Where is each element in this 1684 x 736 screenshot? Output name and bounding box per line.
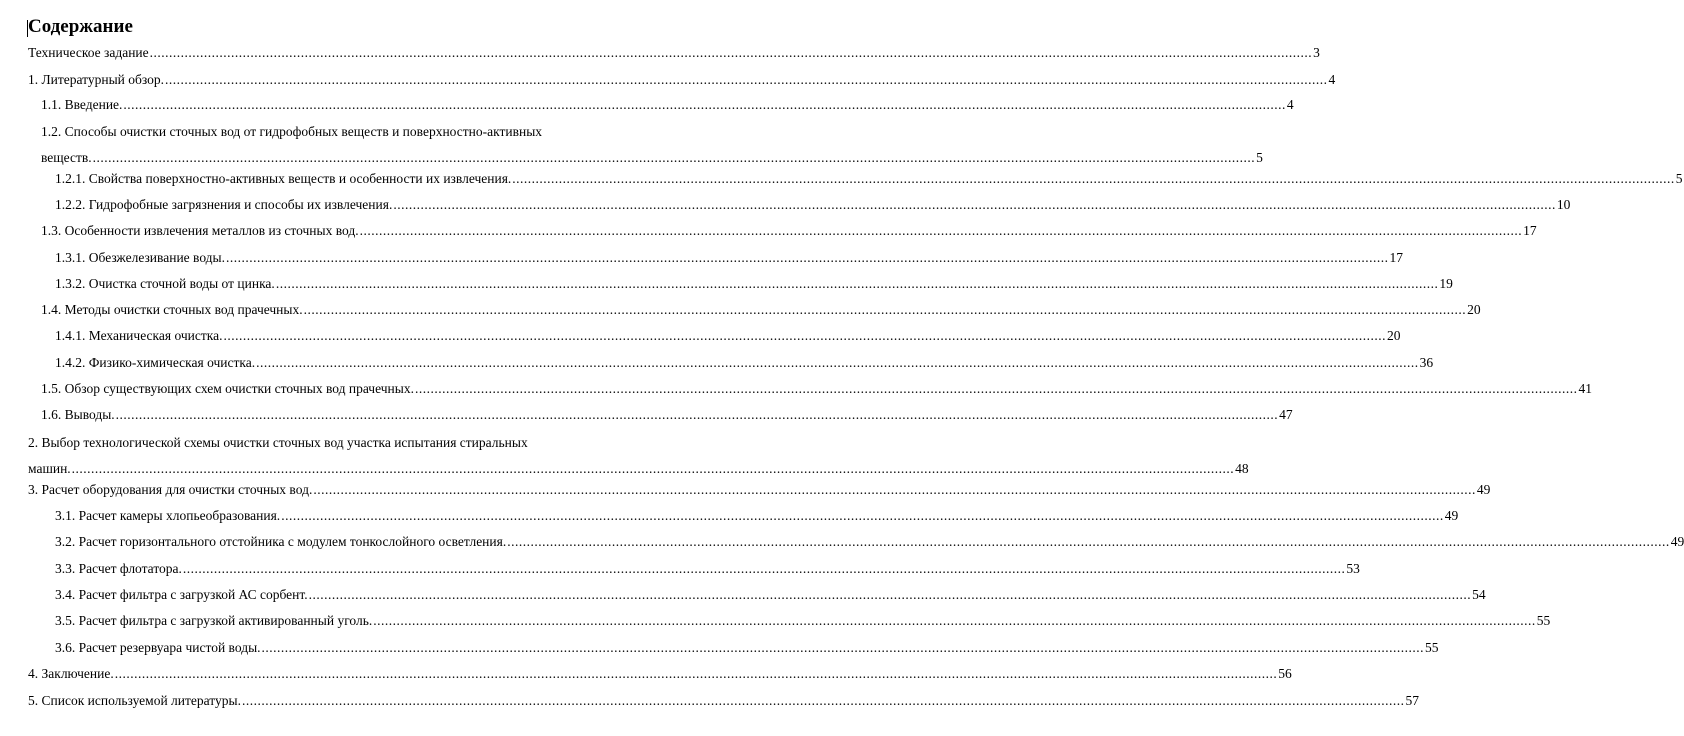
dot-leader: ............................................................................................................................................................................................................................................................................................................ (182, 561, 1346, 576)
dot-leader: ............................................................................................................................................................................................................................................................................................................ (114, 666, 1278, 681)
toc-page-number: 56 (1278, 666, 1292, 681)
toc-entry[interactable] (41, 380, 1592, 398)
dot-leader: ............................................................................................................................................................................................................................................................................................................ (281, 508, 1444, 523)
toc-entry[interactable] (55, 249, 1403, 267)
toc-page-number: 20 (1467, 302, 1481, 317)
toc-entry-label: 1.2.1. Свойства поверхностно-активных веществ и особенности их извлечения. (55, 171, 512, 186)
dot-leader: ............................................................................................................................................................................................................................................................................................................ (414, 381, 1578, 396)
toc-page-number: 53 (1346, 561, 1360, 576)
toc-entry-label: 5. Список используемой литературы. (28, 693, 241, 708)
toc-entry-label-continuation: веществ. (41, 150, 92, 165)
toc-entry[interactable] (28, 665, 1292, 683)
dot-leader: ............................................................................................................................................................................................................................................................................................................ (275, 276, 1439, 291)
toc-page-number: 55 (1425, 640, 1439, 655)
toc-page-number: 41 (1578, 381, 1592, 396)
toc-entry-label: 1.1. Введение. (41, 97, 123, 112)
dot-leader: ............................................................................................................................................................................................................................................................................................................ (261, 640, 1425, 655)
dot-leader: ............................................................................................................................................................................................................................................................................................................ (359, 223, 1523, 238)
toc-entry-line (55, 249, 1403, 267)
toc-page-number: 17 (1523, 223, 1537, 238)
toc-entry-line (55, 639, 1439, 657)
dot-leader: ............................................................................................................................................................................................................................................................................................................ (223, 328, 1386, 343)
toc-entry-line (41, 301, 1481, 319)
toc-entry-line (55, 354, 1434, 372)
toc-page-number: 48 (1235, 461, 1249, 476)
toc-entry-line (28, 692, 1419, 710)
toc-entry-label: 1.4.1. Механическая очистка. (55, 328, 223, 343)
toc-entry-label: 1. Литературный обзор. (28, 72, 165, 87)
dot-leader: ............................................................................................................................................................................................................................................................................................................ (373, 613, 1536, 628)
dot-leader: ............................................................................................................................................................................................................................................................................................................ (226, 250, 1389, 265)
toc-entry-label: 1.2.2. Гидрофобные загрязнения и способы их извлечения. (55, 197, 393, 212)
toc-page-number: 20 (1386, 328, 1401, 343)
toc-entry-line (55, 612, 1551, 630)
dot-leader: ............................................................................................................................................................................................................................................................................................................ (71, 461, 1235, 476)
toc-page-number: 4 (1286, 97, 1294, 112)
toc-entry[interactable] (55, 560, 1360, 578)
toc-page-number: 17 (1389, 250, 1403, 265)
toc-entry-label: 1.4.2. Физико-химическая очистка. (55, 355, 256, 370)
toc-entry[interactable] (41, 123, 1263, 167)
toc-entry-line (55, 196, 1571, 214)
toc-page-number: 47 (1279, 407, 1293, 422)
toc-page-number: 49 (1444, 508, 1459, 523)
toc-entry-line (55, 507, 1459, 525)
toc-entry[interactable] (41, 301, 1481, 319)
toc-entry[interactable] (55, 586, 1486, 604)
toc-entry[interactable] (28, 71, 1336, 89)
toc-entry-label: 3.4. Расчет фильтра с загрузкой АС сорбент. (55, 587, 308, 602)
toc-entry[interactable] (55, 196, 1571, 214)
toc-page-number: 49 (1476, 482, 1491, 497)
toc-entry-line (41, 222, 1537, 240)
toc-entry-label: 1.4. Методы очистки сточных вод прачечных. (41, 302, 303, 317)
toc-page-number: 5 (1256, 150, 1263, 165)
dot-leader: ............................................................................................................................................................................................................................................................................................................ (92, 150, 1256, 165)
toc-entry[interactable] (41, 222, 1537, 240)
toc-entry-label: Техническое задание (28, 45, 149, 60)
toc-entry-line (41, 149, 1263, 167)
toc-entry[interactable] (28, 44, 1320, 62)
toc-page-number: 4 (1328, 72, 1336, 87)
toc-entry-label: 2. Выбор технологической схемы очистки сточных вод участка испытания стиральных (28, 435, 528, 450)
toc-entry[interactable] (41, 96, 1294, 114)
toc-entry-line (55, 560, 1360, 578)
dot-leader: ............................................................................................................................................................................................................................................................................................................ (123, 97, 1286, 112)
toc-entry-line (55, 327, 1401, 345)
dot-leader: ............................................................................................................................................................................................................................................................................................................ (256, 355, 1419, 370)
dot-leader: ............................................................................................................................................................................................................................................................................................................ (303, 302, 1467, 317)
toc-page-number: 3 (1313, 45, 1320, 60)
toc-entry-line (28, 44, 1320, 62)
toc-entry[interactable] (55, 275, 1453, 293)
toc-entry[interactable] (55, 354, 1434, 372)
toc-page-number: 19 (1439, 276, 1453, 291)
toc-entry-line (55, 533, 1684, 551)
toc-entry-label: 1.2. Способы очистки сточных вод от гидрофобных веществ и поверхностно-активных (41, 124, 543, 139)
toc-entry[interactable] (55, 639, 1439, 657)
toc-entry-label: 3.2. Расчет горизонтального отстойника с модулем тонкослойного осветления. (55, 534, 507, 549)
toc-entry-line (55, 170, 1683, 188)
toc-entry-line (55, 275, 1453, 293)
dot-leader: ............................................................................................................................................................................................................................................................................................................ (241, 693, 1405, 708)
toc-entry-label: 1.3.2. Очистка сточной воды от цинка. (55, 276, 275, 291)
toc-entry-line (28, 665, 1292, 683)
toc-entry-line (41, 96, 1294, 114)
dot-leader: ............................................................................................................................................................................................................................................................................................................ (512, 171, 1675, 186)
toc-entry[interactable] (55, 327, 1401, 345)
toc-entry-line (41, 380, 1592, 398)
toc-entry-line (41, 406, 1293, 424)
toc-entry-label: 3. Расчет оборудования для очистки сточных вод. (28, 482, 313, 497)
toc-entry-line (28, 71, 1336, 89)
toc-title: Содержание (28, 16, 133, 37)
toc-entry-label: 1.3. Особенности извлечения металлов из сточных вод. (41, 223, 359, 238)
toc-entry-label: 3.1. Расчет камеры хлопьеобразования. (55, 508, 281, 523)
toc-entry-line (28, 460, 1249, 478)
dot-leader: ............................................................................................................................................................................................................................................................................................................ (393, 197, 1556, 212)
toc-entry-line (55, 586, 1486, 604)
dot-leader: ............................................................................................................................................................................................................................................................................................................ (115, 407, 1279, 422)
toc-entry-label: 3.5. Расчет фильтра с загрузкой активированный уголь. (55, 613, 373, 628)
toc-page-number: 49 (1670, 534, 1684, 549)
toc-entry[interactable] (28, 481, 1491, 499)
toc-page-number: 55 (1536, 613, 1551, 628)
toc-entry-label: 4. Заключение. (28, 666, 114, 681)
toc-entry[interactable] (28, 434, 1249, 478)
toc-entry-label-continuation: машин. (28, 461, 71, 476)
toc-entry-label: 1.5. Обзор существующих схем очистки сточных вод прачечных. (41, 381, 414, 396)
toc-page-number: 54 (1472, 587, 1486, 602)
toc-entry-label: 3.6. Расчет резервуара чистой воды. (55, 640, 261, 655)
toc-entry[interactable] (55, 170, 1683, 188)
toc-page-number: 57 (1405, 693, 1419, 708)
toc-page-number: 10 (1556, 197, 1571, 212)
dot-leader: ............................................................................................................................................................................................................................................................................................................ (313, 482, 1476, 497)
toc-entry[interactable] (55, 612, 1551, 630)
toc-entry[interactable] (41, 406, 1293, 424)
toc-entry[interactable] (55, 507, 1459, 525)
dot-leader: ............................................................................................................................................................................................................................................................................................................ (165, 72, 1328, 87)
toc-entry-label: 1.3.1. Обезжелезивание воды. (55, 250, 225, 265)
toc-entry[interactable] (55, 533, 1684, 551)
dot-leader: ............................................................................................................................................................................................................................................................................................................ (149, 45, 1313, 60)
dot-leader: ............................................................................................................................................................................................................................................................................................................ (507, 534, 1670, 549)
toc-page-number: 5 (1675, 171, 1683, 186)
toc-page-number: 36 (1419, 355, 1434, 370)
toc-entry-label: 1.6. Выводы. (41, 407, 115, 422)
toc-entry-line (28, 481, 1491, 499)
toc-entry[interactable] (28, 692, 1419, 710)
toc-entry-label: 3.3. Расчет флотатора. (55, 561, 182, 576)
dot-leader: ............................................................................................................................................................................................................................................................................................................ (308, 587, 1472, 602)
